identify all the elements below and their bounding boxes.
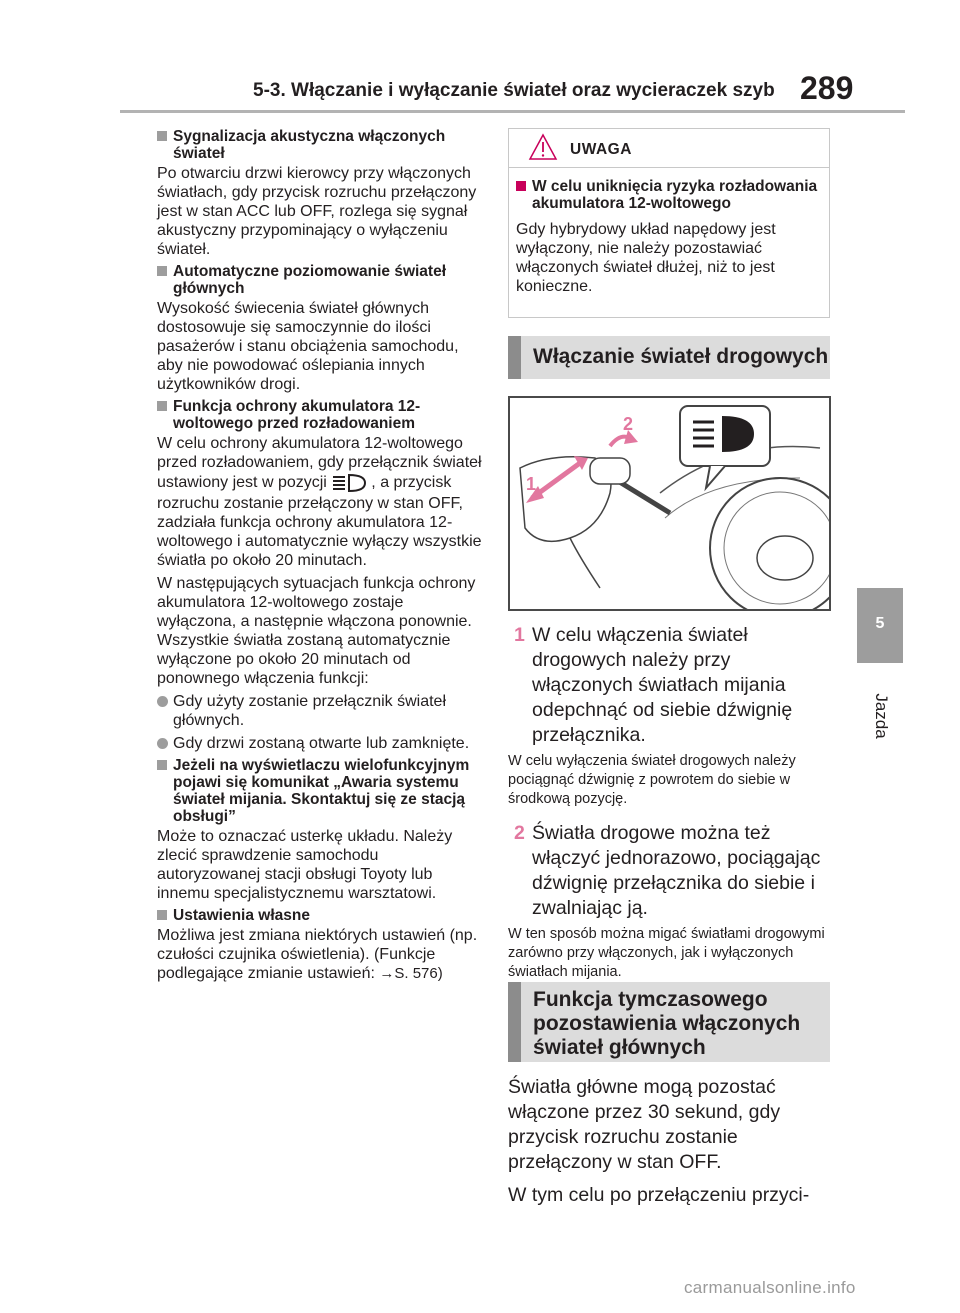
headlight-symbol-icon	[331, 472, 371, 494]
running-header-title: 5-3. Włączanie i wyłączanie świateł oraz wycieraczek szyb	[253, 80, 775, 101]
square-bullet-icon	[157, 401, 167, 411]
page-reference-link[interactable]: →S. 576)	[379, 965, 443, 982]
page-number: 289	[800, 70, 854, 106]
step-item: 2 Światła drogowe można też włączyć jednorazowo, pociągając dźwignię przełącznika do siebie i zwalniając ją.	[514, 822, 821, 919]
illustration-label-1: 1	[526, 474, 537, 494]
section2-body	[508, 1075, 838, 1216]
watermark: carmanualsonline.info	[684, 1278, 856, 1297]
section-heading: Funkcja ochrony akumulatora 12-woltowego przed rozładowaniem	[157, 398, 482, 432]
square-bullet-icon	[157, 131, 167, 141]
left-column	[157, 128, 482, 987]
header-divider	[120, 110, 905, 113]
section-title: Włączanie świateł drogowych	[533, 345, 829, 368]
illustration-label-2: 2	[623, 414, 634, 434]
paragraph: Światła główne mogą pozostać włączone przez 30 sekund, gdy przycisk rozruchu zostanie przełączony w stan OFF.	[508, 1076, 781, 1173]
warning-text: Gdy hybrydowy układ napędowy jest wyłączony, nie należy pozostawiać włączonych świateł dłużej, niż to jest konieczne.	[516, 221, 776, 295]
bullet-item: Gdy drzwi zostaną otwarte lub zamknięte.	[157, 734, 482, 753]
square-bullet-icon	[157, 910, 167, 920]
chapter-label	[866, 673, 896, 758]
step-note: W ten sposób można migać światłami drogowymi zarówno przy włączonych, jak i wyłączonych światłach mijania.	[508, 926, 825, 980]
paragraph: W tym celu po przełączeniu przyci-	[508, 1184, 810, 1206]
headlight-lever-illustration	[508, 396, 831, 611]
bullet-item: Gdy użyty zostanie przełącznik świateł głównych.	[157, 692, 482, 730]
step-number: 1	[514, 624, 525, 646]
square-bullet-icon	[516, 181, 526, 191]
square-bullet-icon	[157, 760, 167, 770]
paragraph: Możliwa jest zmiana niektórych ustawień (np. czułości czujnika oświetlenia). (Funkcje podlegające zmianie ustawień: →S. 576)	[157, 927, 478, 982]
section-heading: Sygnalizacja akustyczna włączonych świateł	[157, 128, 482, 162]
step-item: 1 W celu włączenia świateł drogowych należy przy włączonych światłach mijania odepchnąć od siebie dźwignię przełącznika.	[514, 624, 793, 746]
section-heading: Automatyczne poziomowanie świateł głównych	[157, 263, 482, 297]
section-title-bar	[508, 982, 830, 1062]
section-heading: Ustawienia własne	[157, 907, 482, 924]
warning-triangle-icon	[528, 133, 558, 161]
section-title-bar	[508, 336, 830, 379]
chapter-label-text: Jazda	[872, 692, 891, 739]
paragraph: W celu ochrony akumulatora 12-woltowego przed rozładowaniem, gdy przełącznik świateł ustawiony jest w pozycji , a przycisk rozruchu zostanie przełączony w stan OFF, zadziała funkcja ochrony akumulatora 12-woltowego i automatycznie wyłączy wszystkie światła po około 20 minutach.	[157, 435, 482, 569]
paragraph: Może to oznaczać usterkę układu. Należy zlecić sprawdzenie samochodu autoryzowanej stacji obsługi Toyoty lub innemu specjalistycznemu warsztatowi.	[157, 828, 453, 902]
warning-label: UWAGA	[570, 141, 632, 158]
warning-heading: W celu uniknięcia ryzyka rozładowania akumulatora 12-woltowego	[516, 178, 821, 212]
step-number: 2	[514, 822, 525, 844]
square-bullet-icon	[157, 266, 167, 276]
section-title: Funkcja tymczasowego pozostawienia włączonych świateł głównych	[533, 988, 801, 1059]
lever-drawing	[510, 398, 829, 609]
warning-body	[516, 178, 821, 300]
paragraph: W następujących sytuacjach funkcja ochrony akumulatora 12-woltowego zostaje wyłączona, a następnie włączona ponownie. Wszystkie światła zostaną automatycznie wyłączone po około 20 minutach od ponownego włączenia funkcji:	[157, 575, 476, 687]
round-bullet-icon	[157, 738, 168, 749]
step-note: W celu wyłączenia świateł drogowych należy pociągnąć dźwignię z powrotem do siebie w środkową pozycję.	[508, 753, 796, 807]
chapter-tab[interactable]: 5	[857, 588, 903, 663]
paragraph: Wysokość świecenia świateł głównych dostosowuje się samoczynnie do ilości pasażerów i stanu obciążenia samochodu, aby nie powodować oślepiania innych użytkowników drogi.	[157, 300, 459, 393]
section-heading: Jeżeli na wyświetlaczu wielofunkcyjnym pojawi się komunikat „Awaria systemu świateł mijania. Skontaktuj się ze stacją obsługi”	[157, 757, 482, 825]
round-bullet-icon	[157, 696, 168, 707]
steps-column	[508, 623, 833, 994]
paragraph: Po otwarciu drzwi kierowcy przy włączonych światłach, gdy przycisk rozruchu przełączony jest w stan ACC lub OFF, rozlega się sygnał akustyczny przypominający o wyłączeniu świateł.	[157, 165, 477, 258]
